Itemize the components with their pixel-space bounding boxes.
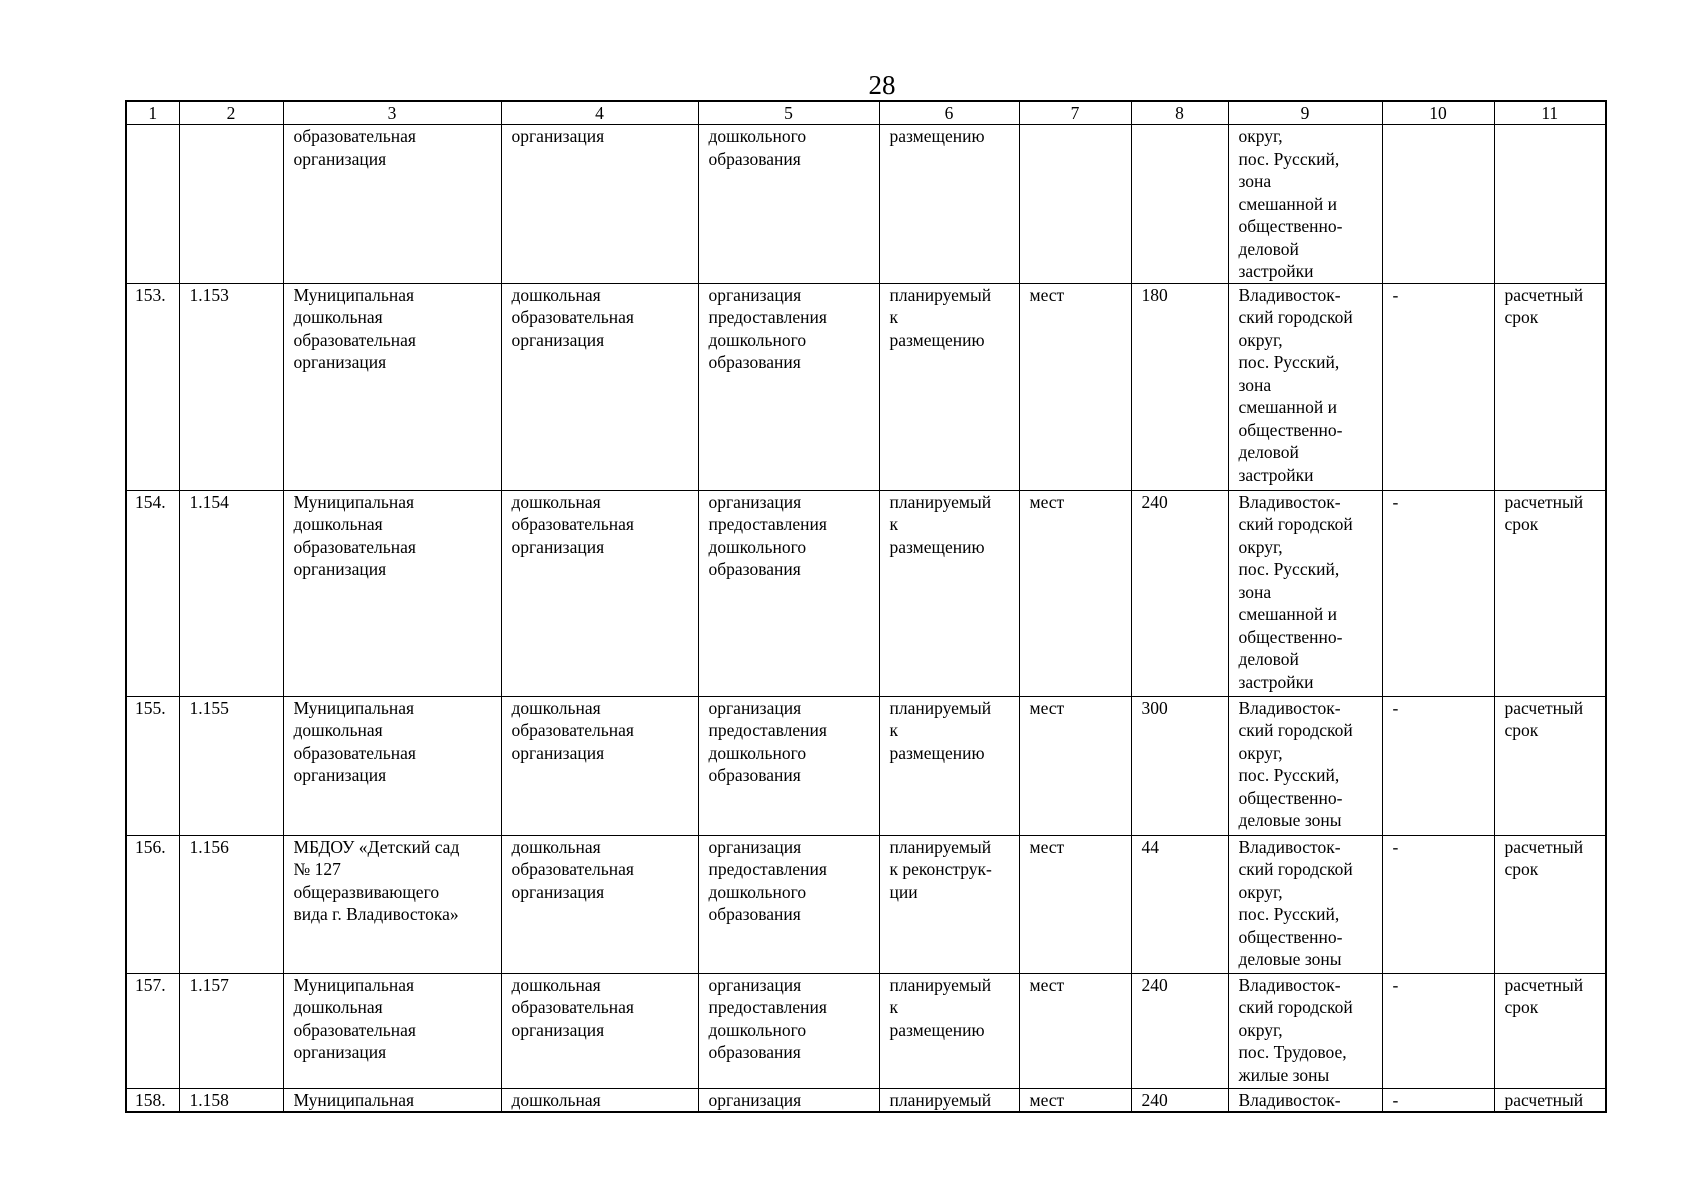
table-cell: 155. [126,696,179,835]
table-cell: Владивосток- ский городской округ, пос. Трудовое, жилые зоны [1228,973,1382,1088]
header-row [126,101,1606,125]
table-cell: организация [698,1088,879,1112]
table-cell: 300 [1131,696,1228,835]
table-cell: расчетный срок [1494,973,1606,1088]
table-cell: 1.154 [179,490,283,696]
table-cell: планируемый к размещению [879,490,1019,696]
col-header: 7 [1019,101,1131,125]
table-row [126,283,1606,490]
table-cell: мест [1019,973,1131,1088]
col-header: 11 [1494,101,1606,125]
table-cell: организация предоставления дошкольного образования [698,835,879,973]
table-cell: дошкольная образовательная организация [501,835,698,973]
col-header: 8 [1131,101,1228,125]
table-cell: планируемый к реконструк- ции [879,835,1019,973]
table-row [126,973,1606,1088]
table-cell: расчетный [1494,1088,1606,1112]
col-header: 1 [126,101,179,125]
table-cell: Муниципальная дошкольная образовательная организация [283,696,501,835]
table-cell: 1.155 [179,696,283,835]
table-row [126,490,1606,696]
table-cell: 156. [126,835,179,973]
col-header: 2 [179,101,283,125]
table-cell: расчетный срок [1494,490,1606,696]
table-cell: дошкольная [501,1088,698,1112]
table-cell: расчетный срок [1494,696,1606,835]
table-cell: - [1382,835,1494,973]
table-cell: Муниципальная дошкольная образовательная организация [283,490,501,696]
table-cell [179,125,283,284]
table-cell: мест [1019,835,1131,973]
table-cell: планируемый к размещению [879,283,1019,490]
table-cell [1494,125,1606,284]
table-cell: размещению [879,125,1019,284]
table-cell: организация предоставления дошкольного образования [698,490,879,696]
table-cell: 240 [1131,490,1228,696]
table-row [126,696,1606,835]
col-header: 4 [501,101,698,125]
table-cell: - [1382,490,1494,696]
table-cell: 1.158 [179,1088,283,1112]
col-header: 10 [1382,101,1494,125]
table-cell [1131,125,1228,284]
table-cell: Муниципальная [283,1088,501,1112]
table-cell: 180 [1131,283,1228,490]
table-cell: дошкольного образования [698,125,879,284]
table-cell: 44 [1131,835,1228,973]
facilities-table [125,100,1607,1113]
table-cell: планируемый к размещению [879,696,1019,835]
table-cell: 240 [1131,1088,1228,1112]
table-cell: Владивосток- ский городской округ, пос. Русский, зона смешанной и общественно- деловой застройки [1228,490,1382,696]
table-cell: 153. [126,283,179,490]
table-cell [1019,125,1131,284]
table-cell: организация предоставления дошкольного образования [698,696,879,835]
table-cell: организация [501,125,698,284]
table-cell: - [1382,973,1494,1088]
table-cell: планируемый [879,1088,1019,1112]
table-cell: округ, пос. Русский, зона смешанной и общественно- деловой застройки [1228,125,1382,284]
table-cell: Муниципальная дошкольная образовательная организация [283,283,501,490]
table-row [126,125,1606,284]
table-cell: 1.157 [179,973,283,1088]
col-header: 6 [879,101,1019,125]
table-cell: Муниципальная дошкольная образовательная организация [283,973,501,1088]
table-cell [1382,125,1494,284]
table-cell: 157. [126,973,179,1088]
table-cell: организация предоставления дошкольного образования [698,283,879,490]
table-cell: - [1382,283,1494,490]
col-header: 9 [1228,101,1382,125]
table-cell: Владивосток- [1228,1088,1382,1112]
table-cell: 240 [1131,973,1228,1088]
table-cell: 1.156 [179,835,283,973]
col-header: 3 [283,101,501,125]
table-cell: дошкольная образовательная организация [501,973,698,1088]
table-cell: планируемый к размещению [879,973,1019,1088]
table-cell: 154. [126,490,179,696]
col-header: 5 [698,101,879,125]
table-row [126,1088,1606,1112]
table-cell: Владивосток- ский городской округ, пос. Русский, зона смешанной и общественно- деловой застройки [1228,283,1382,490]
table-cell: Владивосток- ский городской округ, пос. Русский, общественно- деловые зоны [1228,696,1382,835]
table-cell: мест [1019,490,1131,696]
table-cell: Владивосток- ский городской округ, пос. Русский, общественно- деловые зоны [1228,835,1382,973]
table-cell: мест [1019,1088,1131,1112]
table-cell: - [1382,1088,1494,1112]
table-cell: 158. [126,1088,179,1112]
table-cell: - [1382,696,1494,835]
table-cell: мест [1019,696,1131,835]
table-cell: образовательная организация [283,125,501,284]
table-cell: дошкольная образовательная организация [501,283,698,490]
table-cell: расчетный срок [1494,835,1606,973]
table-cell: дошкольная образовательная организация [501,490,698,696]
table-cell: организация предоставления дошкольного образования [698,973,879,1088]
table-row [126,835,1606,973]
table-cell: расчетный срок [1494,283,1606,490]
table-cell: МБДОУ «Детский сад № 127 общеразвивающего вида г. Владивостока» [283,835,501,973]
table-cell: 1.153 [179,283,283,490]
page-number: 28 [868,70,896,100]
table-cell: дошкольная образовательная организация [501,696,698,835]
table-cell [126,125,179,284]
table-cell: мест [1019,283,1131,490]
